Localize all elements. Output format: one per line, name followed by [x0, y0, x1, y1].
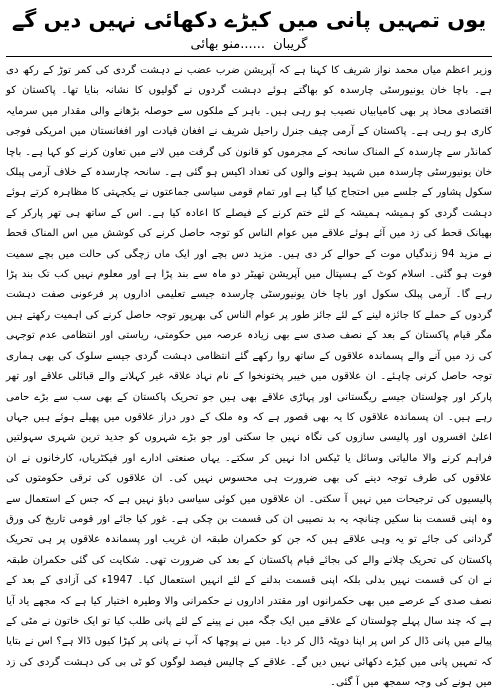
byline: [6, 36, 492, 54]
article-body: وزیر اعظم میاں محمد نواز شریف کا کہنا ہے کہ آپریشن ضرب عضب نے دہشت گردی کی کمر توڑ کے رکھ دی ہے۔ باچا خان یونیورسٹی چارسدہ کو بھاگتے ہوئے دہشت گردوں نے گولیوں کا نشانہ بنایا تھا۔ پاکستان کو اقتصادی محاذ پر بھی کامیابیاں نصیب ہو رہی ہیں۔ باہر کے ملکوں سے حوصلہ بڑھانے والی مقدار میں سرمایہ کاری ہو رہی ہے۔ پاکستان کے آرمی چیف جنرل راحیل شریف نے افغان قیادت اور افغانستان میں امریکی فوجی کمانڈر سے چارسدہ کے المناک سانحہ کے مجرموں کو قانون کی گرفت میں لانے میں تعاون کرنے کو کہا ہے۔ باچا خان یونیورسٹی چارسدہ میں شہید ہونے والوں کی تعداد اکیس ہو گئی ہے۔ سانحہ چارسدہ کے خلاف آرمی پبلک سکول پشاور کے جلسے میں احتجاج کیا گیا ہے اور تمام قومی سیاسی جماعتوں نے یکجہتی کا مظاہرہ کرتے ہوئے دہشت گردی کو ہمیشہ ہمیشہ کے لئے ختم کرنے کے فیصلے کا اعادہ کیا ہے۔ اس کے ساتھ ہی تھر پارکر کے بھیانک قحط کی زد میں آئے ہوئے علاقے میں عوام الناس کو توجہ حاصل کرنے کی کوشش میں اس المناک قحط نے مزید 94 زندگیاں موت کے حوالے کر دی ہیں۔ مزید دس بچے اور ایک ماں زچگی کی حالت میں بچے سمیت فوت ہو گئی۔ اسلام کوٹ کے ہسپتال میں آپریشن تھیٹر دو ماہ سے بند پڑا ہے اور معلوم نہیں کب تک بند پڑا رہے گا۔ آرمی پبلک سکول اور باچا خان یونیورسٹی چارسدہ جیسے تعلیمی اداروں پر فرعونی صفت دہشت گردوں کے حملے کا جائزہ لینے کے لئے جائز طور پر عوام الناس کی بھرپور توجہ حاصل کرنے کی اہمیت رکھتے ہیں مگر قیام پاکستان کے بعد کے نصف صدی سے بھی زیادہ عرصہ میں حکومتی، ریاستی اور انتظامی عدم توجہی کی زد میں آنے والے پسماندہ علاقوں کے ساتھ روا رکھے گئے انتظامی دہشت گردی جیسے سلوک کی بھی ہماری توجہ حاصل کرنی چاہئے۔ ان علاقوں میں خیبر پختونخوا کے نام نہاد علاقہ غیر کہلانے والے قبائلی علاقے اور تھر پارکر اور چولستان جیسے ریگستانی اور پہاڑی علاقے بھی ہیں جو تحریک پاکستان کے بھی سب سے بڑے حامی رہے ہیں۔ ان پسماندہ علاقوں کا یہ بھی قصور ہے کہ وہ ملک کے دور دراز علاقوں میں پھیلے ہوئے ہیں جہاں اعلیٰ افسروں اور پالیسی سازوں کی نگاہ نہیں جا سکتی اور جو بڑے شہروں کو جدید ترین شہری سہولتیں فراہم کرنے والا مالیاتی وسائل یا ٹیکس ادا نہیں کر سکتے۔ یہاں صنعتی ادارے اور فیکٹریاں، کارخانوں نے ان علاقوں کی طرف توجہ دینے کی بھی ضرورت ہی محسوس نہیں کی۔ ان علاقوں کی ترقی حکومتوں کی پالیسیوں کی ترجیحات میں نہیں آ سکتی۔ ان علاقوں میں کوئی سیاسی دباؤ نہیں ہے کہ جس کے استعمال سے وہ اپنی قسمت بنا سکیں چنانچہ یہ بد نصیبی ان کی قسمت بن چکی ہے۔ غور کیا جائے اور قومی تاریخ کی ورق گردانی کی جائے تو یہ وہی علاقے ہیں کہ جن کو حکمران طبقہ ان غریب اور پسماندہ علاقوں پر ہی تحریک پاکستان کی تحریک چلانے والے کی بجائے قیام پاکستان کے بعد کی ضرورت تھی۔ شکایت کی گئی حکمران طبقہ نے ان کی قسمت نہیں بدلی بلکہ اپنی قسمت بدلنے کے لئے انہیں استعمال کیا۔ 1947ء کی آزادی کے بعد کے نصف صدی کے عرصے میں بھی حکمرانوں اور مقتدر اداروں نے حکمرانی والا وطیرہ اختیار کیا ہے کہ مجھے یاد آیا ہے کہ چند سال پہلے چولستان کے علاقے میں ایک جگہ میں نے پینے کے لئے پانی طلب کیا تو ایک خاتون نے مٹی کے پیالے میں پانی ڈال کر اس پر اپنا دوپٹہ ڈال کر دیا۔ میں نے پوچھا کہ آپ نے پانی پر کپڑا کیوں ڈالا ہے؟ اس نے بتایا کہ تمہیں پانی میں کیڑے دکھائی نہیں دیں گے۔ علاقے کے چالیس فیصد لوگوں کو ٹی بی کی دہشت گردی کی زد میں ہونے کی وجہ سمجھ میں آ گئی۔: [6, 65, 492, 689]
divider: [6, 56, 492, 57]
author-name: منو بھائی: [190, 37, 241, 52]
column-name: گریبان: [273, 37, 308, 52]
headline: یوں تمہیں پانی میں کیڑے دکھائی نہیں دیں گے: [11, 8, 487, 32]
byline-separator: ......: [240, 37, 266, 52]
